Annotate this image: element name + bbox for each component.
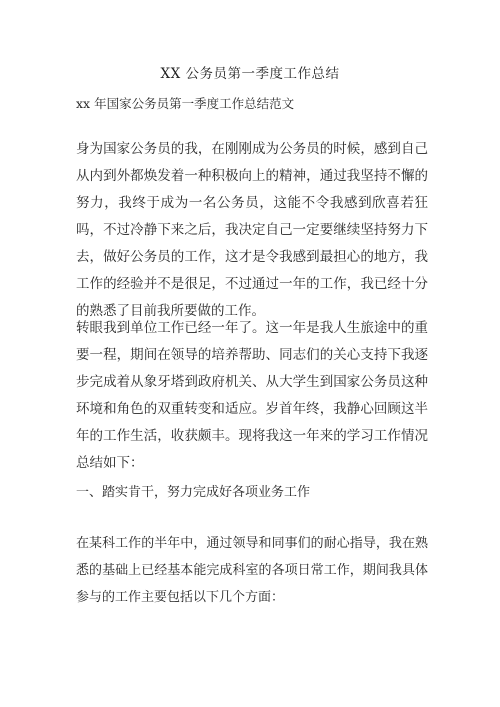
section-heading: 一、踏实肯干，努力完成好各项业务工作 [76,485,311,500]
paragraph-review: 转眼我到单位工作已经一年了。这一年是我人生旅途中的重要一程，期间在领导的培养帮助、同志们的关心支持下我逐步完成着从象牙塔到政府机关、从大学生到国家公务员这种环境和角色的双重转变和适应。岁首年终，我静心回顾这半年的工作生活，收获颇丰。现将我这一年来的学习工作情况总结如下： [76,320,428,471]
paragraph-intro: 身为国家公务员的我，在刚刚成为公务员的时候，感到自己从内到外都焕发着一种积极向上的精神，通过我坚持不懈的努力，我终于成为一名公务员，这能不令我感到欣喜若狂吗，不过冷静下来之后，我决定自己一定要继续坚持努力下去，做好公务员的工作，这才是令我感到最担心的地方，我工作的经验并不是很足，不过通过一年的工作，我已经十分的熟悉了目前我所要做的工作。 [76,141,428,319]
document-subtitle: xx 年国家公务员第一季度工作总结范文 [76,96,295,111]
paragraph-section-body: 在某科工作的半年中，通过领导和同事们的耐心指导，我在熟悉的基础上已经基本能完成科室的各项日常工作，期间我具体参与的工作主要包括以下几个方面： [76,536,428,605]
document-title: XX 公务员第一季度工作总结 [160,66,340,82]
